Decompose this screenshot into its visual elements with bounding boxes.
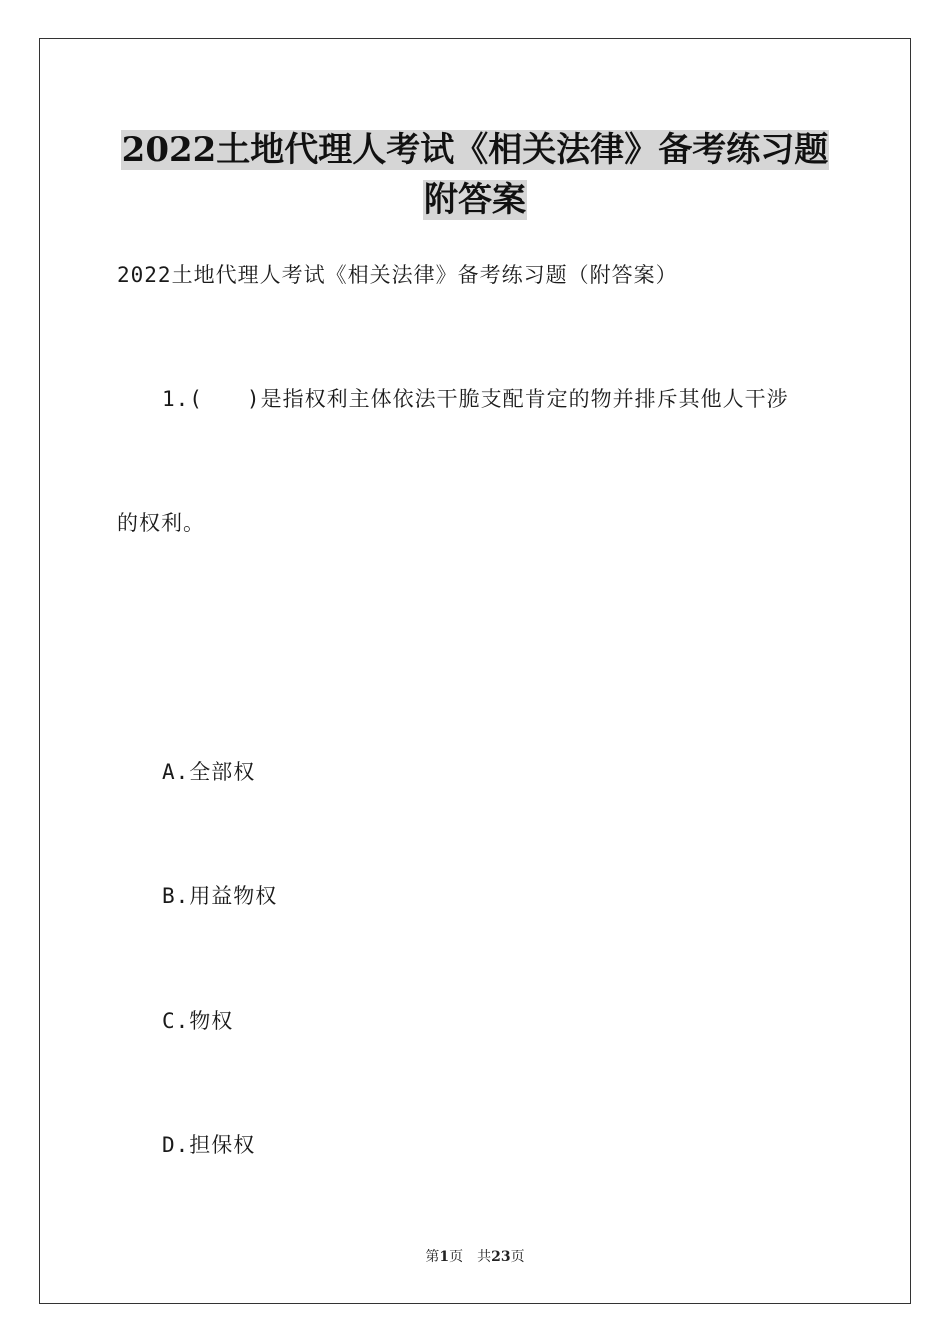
footer-page-suffix: 页 <box>449 1249 464 1265</box>
option-d: D.担保权 <box>162 1133 256 1157</box>
footer-total-number: 23 <box>491 1249 511 1265</box>
page-title-line-1 <box>0 126 950 174</box>
page-border <box>39 38 911 1304</box>
option-a: A.全部权 <box>162 760 256 784</box>
footer-total-suffix: 页 <box>510 1249 525 1265</box>
question-text-line-2: 的权利。 <box>117 511 205 535</box>
footer-page-prefix: 第 <box>425 1249 440 1265</box>
page-title-line-2 <box>0 176 950 224</box>
page-footer <box>0 1247 950 1267</box>
page-title-text-1: 2022土地代理人考试《相关法律》备考练习题 <box>121 130 829 170</box>
option-c: C.物权 <box>162 1009 234 1033</box>
page-title-text-2: 附答案 <box>424 180 526 220</box>
option-b: B.用益物权 <box>162 884 278 908</box>
footer-page-number: 1 <box>439 1249 450 1265</box>
document-subtitle: 2022土地代理人考试《相关法律》备考练习题（附答案） <box>117 263 678 287</box>
footer-total-prefix: 共 <box>477 1249 492 1265</box>
question-text-line-1: 1.( )是指权利主体依法干脆支配肯定的物并排斥其他人干涉 <box>162 387 789 411</box>
